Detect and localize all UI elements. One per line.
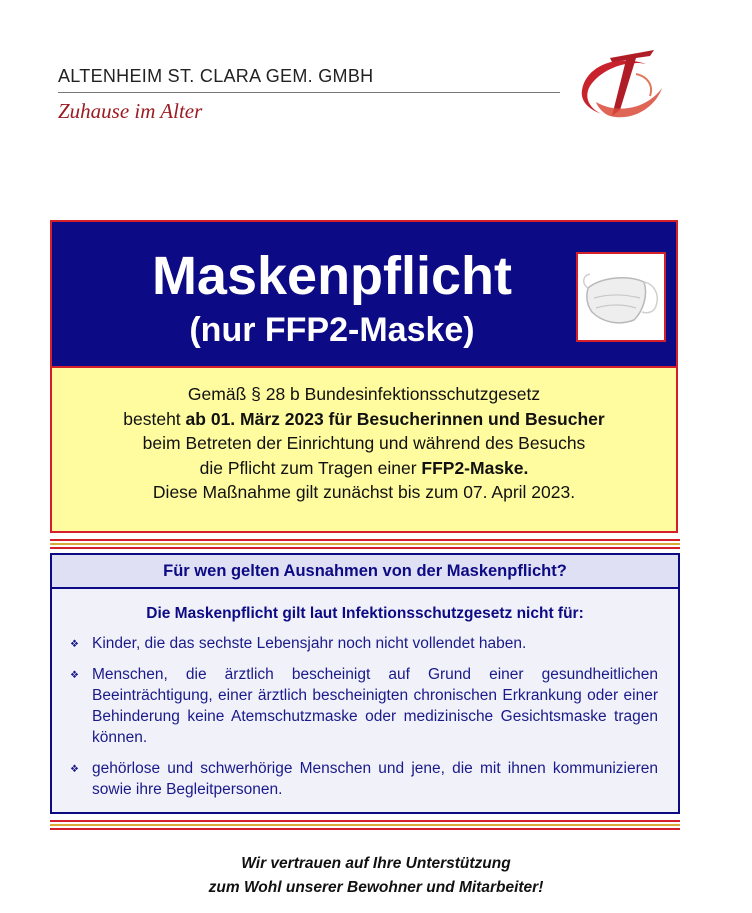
notice-box bbox=[50, 368, 678, 533]
divider-stripe bbox=[50, 539, 680, 541]
list-item-text: Menschen, die ärztlich bescheinigt auf Grund einer gesundheitlichen Beeinträchtigung, einer ärztlich bescheinigten chronischen Erkrankung oder einer Behinderung keine Atemschutzmaske oder medizinische Gesichtsmaske tragen können. bbox=[92, 666, 658, 746]
notice-line: Diese Maßnahme gilt zunächst bis zum 07. April 2023. bbox=[152, 482, 576, 502]
list-item-text: Kinder, die das sechste Lebensjahr noch nicht vollendet haben. bbox=[92, 635, 527, 652]
divider-stripe bbox=[50, 824, 680, 826]
list-item bbox=[68, 633, 658, 654]
list-item-text: gehörlose und schwerhörige Menschen und jene, die mit ihnen kommunizieren sowie ihre Begleitpersonen. bbox=[92, 760, 658, 798]
title-banner bbox=[50, 220, 678, 368]
notice-highlight: FFP2-Maske. bbox=[421, 457, 529, 478]
diamond-bullet-icon: ❖ bbox=[70, 670, 79, 681]
notice-highlight: ab 01. März 2023 für Besucherinnen und Besucher bbox=[185, 408, 605, 429]
tagline: Zuhause im Alter bbox=[58, 99, 203, 123]
diamond-bullet-icon: ❖ bbox=[70, 764, 79, 775]
ffp2-mask-icon bbox=[578, 254, 664, 340]
notice-text: die Pflicht zum Tragen einer bbox=[199, 457, 422, 478]
divider-stripe bbox=[50, 543, 680, 545]
notice-line bbox=[52, 407, 676, 432]
notice-line bbox=[52, 456, 676, 481]
footer-line: zum Wohl unserer Bewohner und Mitarbeiter! bbox=[208, 879, 544, 896]
ffp2-mask-image bbox=[576, 252, 666, 342]
page-title: Maskenpflicht bbox=[151, 246, 513, 306]
list-item bbox=[68, 664, 658, 748]
notice-line: beim Betreten der Einrichtung und während des Besuchs bbox=[142, 433, 586, 453]
org-name: ALTENHEIM ST. CLARA GEM. GMBH bbox=[58, 66, 374, 86]
page-subtitle: (nur FFP2-Maske) bbox=[189, 311, 475, 349]
footer-line: Wir vertrauen auf Ihre Unterstützung bbox=[241, 855, 511, 872]
exceptions-intro: Die Maskenpflicht gilt laut Infektionsschutzgesetz nicht für: bbox=[146, 605, 584, 622]
exceptions-list bbox=[68, 633, 658, 810]
exceptions-heading: Für wen gelten Ausnahmen von der Maskenpflicht? bbox=[50, 553, 680, 589]
list-item bbox=[68, 758, 658, 800]
divider-stripe bbox=[50, 820, 680, 822]
exceptions-box bbox=[50, 589, 680, 814]
diamond-bullet-icon: ❖ bbox=[70, 639, 79, 650]
notice-text: besteht bbox=[123, 408, 186, 429]
header-rule bbox=[58, 92, 560, 93]
divider-stripe bbox=[50, 547, 680, 549]
divider-stripe bbox=[50, 828, 680, 830]
st-clara-logo-icon bbox=[576, 44, 668, 124]
notice-line: Gemäß § 28 b Bundesinfektionsschutzgesetz bbox=[187, 384, 541, 404]
